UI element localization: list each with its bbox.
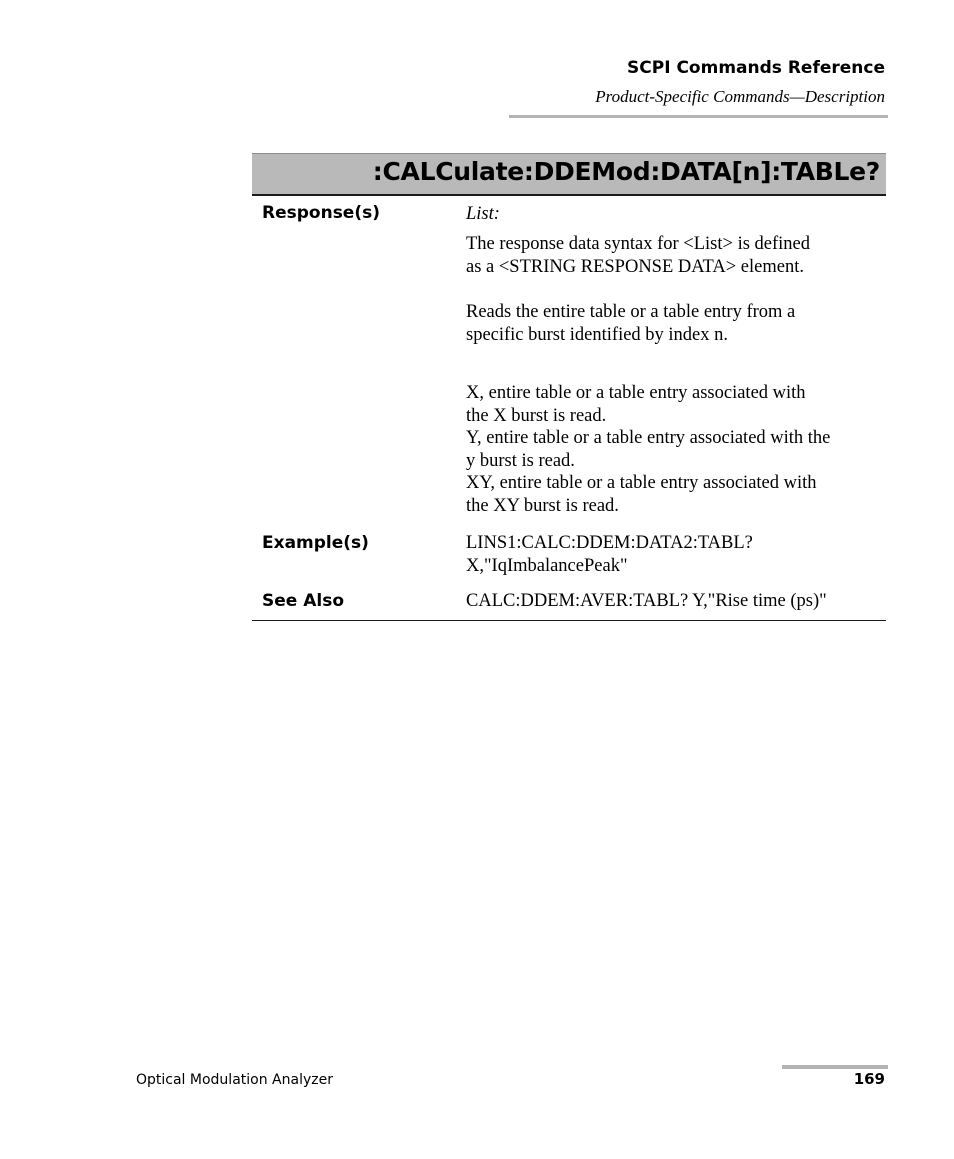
- burst-x-line-1: X, entire table or a table entry associated with: [466, 383, 806, 403]
- response-description-line-2: specific burst identified by index n.: [466, 324, 729, 345]
- burst-y-line-1: Y, entire table or a table entry associated with the: [466, 428, 831, 448]
- response-label: Response(s): [262, 203, 380, 223]
- burst-y-line-2: y burst is read.: [466, 450, 575, 471]
- response-type: List:: [466, 204, 500, 224]
- command-title-bar: [252, 153, 886, 196]
- header-divider: [509, 115, 888, 118]
- running-header-title: SCPI Commands Reference: [627, 58, 885, 78]
- example-line-2: X,"IqImbalancePeak": [466, 555, 628, 576]
- burst-x-line-2: the X burst is read.: [466, 405, 607, 426]
- example-label: Example(s): [262, 533, 369, 553]
- response-description: [466, 301, 882, 346]
- response-syntax-line-2: as a <STRING RESPONSE DATA> element.: [466, 256, 804, 277]
- footer-product-name: Optical Modulation Analyzer: [136, 1072, 333, 1088]
- command-title: :CALCulate:DDEMod:DATA[n]:TABLe?: [372, 157, 880, 186]
- burst-xy-line-2: the XY burst is read.: [466, 495, 619, 516]
- response-description-line-1: Reads the entire table or a table entry from a: [466, 302, 796, 322]
- page-number: 169: [853, 1070, 885, 1088]
- example-text: [466, 532, 882, 577]
- running-header-subtitle: Product-Specific Commands—Description: [595, 87, 885, 106]
- response-burst-options: [466, 382, 882, 517]
- response-syntax: [466, 233, 882, 278]
- burst-xy-line-1: XY, entire table or a table entry associated with: [466, 473, 817, 493]
- table-bottom-rule: [252, 620, 886, 621]
- example-line-1: LINS1:CALC:DDEM:DATA2:TABL?: [466, 533, 753, 553]
- footer-divider: [782, 1065, 888, 1069]
- see-also-text: CALC:DDEM:AVER:TABL? Y,"Rise time (ps)": [466, 591, 827, 611]
- see-also-label: See Also: [262, 591, 345, 611]
- response-syntax-line-1: The response data syntax for <List> is defined: [466, 234, 811, 254]
